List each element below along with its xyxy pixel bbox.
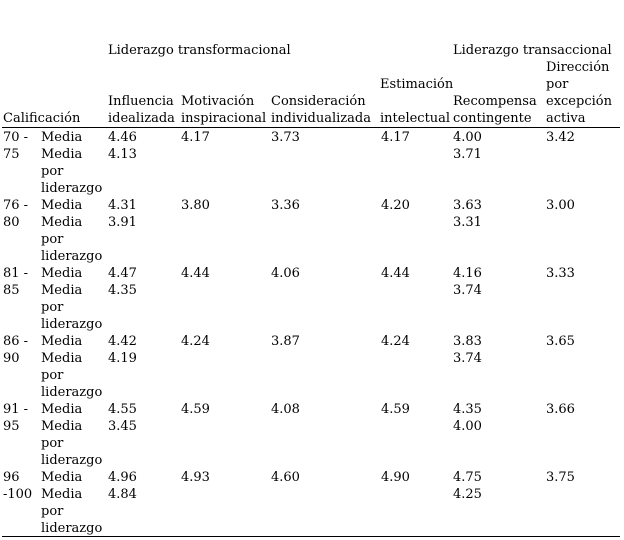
row-label-cell: Media Media por liderazgo bbox=[41, 334, 103, 400]
range-cell: 96 -100 bbox=[3, 470, 33, 502]
estimacion-cell: 4.90 bbox=[381, 470, 410, 485]
consideracion-cell: 4.08 bbox=[271, 402, 300, 417]
recompensa-cell: 4.35 4.00 bbox=[453, 402, 482, 434]
estimacion-cell: 4.44 bbox=[381, 266, 410, 281]
motivacion-cell: 4.44 bbox=[181, 266, 210, 281]
influencia-cell: 4.42 4.19 bbox=[108, 334, 137, 366]
header-consideracion: Consideración individualizada bbox=[271, 94, 371, 126]
recompensa-cell: 4.75 4.25 bbox=[453, 470, 482, 502]
estimacion-cell: 4.24 bbox=[381, 334, 410, 349]
consideracion-cell: 4.06 bbox=[271, 266, 300, 281]
motivacion-cell: 4.24 bbox=[181, 334, 210, 349]
direccion-cell: 3.42 bbox=[546, 130, 575, 145]
range-cell: 70 - 75 bbox=[3, 130, 29, 162]
estimacion-cell: 4.17 bbox=[381, 130, 410, 145]
motivacion-cell: 3.80 bbox=[181, 198, 210, 213]
group-transactional: Liderazgo transaccional bbox=[453, 43, 612, 58]
motivacion-cell: 4.59 bbox=[181, 402, 210, 417]
range-cell: 76 - 80 bbox=[3, 198, 29, 230]
header-calificacion: Calificación bbox=[3, 111, 81, 126]
recompensa-cell: 3.83 3.74 bbox=[453, 334, 482, 366]
range-cell: 86 - 90 bbox=[3, 334, 29, 366]
direccion-cell: 3.33 bbox=[546, 266, 575, 281]
estimacion-cell: 4.59 bbox=[381, 402, 410, 417]
header-motivacion: Motivación inspiracional bbox=[181, 94, 267, 126]
influencia-cell: 4.96 4.84 bbox=[108, 470, 137, 502]
direccion-cell: 3.75 bbox=[546, 470, 575, 485]
direccion-cell: 3.65 bbox=[546, 334, 575, 349]
recompensa-cell: 3.63 3.31 bbox=[453, 198, 482, 230]
motivacion-cell: 4.93 bbox=[181, 470, 210, 485]
motivacion-cell: 4.17 bbox=[181, 130, 210, 145]
row-label-cell: Media Media por liderazgo bbox=[41, 470, 103, 536]
row-label-cell: Media Media por liderazgo bbox=[41, 402, 103, 468]
direccion-cell: 3.66 bbox=[546, 402, 575, 417]
group-transformational: Liderazgo transformacional bbox=[108, 43, 291, 58]
influencia-cell: 4.47 4.35 bbox=[108, 266, 137, 298]
range-cell: 91 - 95 bbox=[3, 402, 29, 434]
influencia-cell: 4.55 3.45 bbox=[108, 402, 137, 434]
header-influencia: Influencia idealizada bbox=[108, 94, 175, 126]
range-cell: 81 - 85 bbox=[3, 266, 29, 298]
consideracion-cell: 3.87 bbox=[271, 334, 300, 349]
recompensa-cell: 4.16 3.74 bbox=[453, 266, 482, 298]
consideracion-cell: 3.36 bbox=[271, 198, 300, 213]
consideracion-cell: 4.60 bbox=[271, 470, 300, 485]
header-rule bbox=[2, 127, 620, 128]
row-label-cell: Media Media por liderazgo bbox=[41, 130, 103, 196]
influencia-cell: 4.31 3.91 bbox=[108, 198, 137, 230]
row-label-cell: Media Media por liderazgo bbox=[41, 198, 103, 264]
direccion-cell: 3.00 bbox=[546, 198, 575, 213]
header-estimacion: Estimación intelectual bbox=[380, 77, 454, 126]
influencia-cell: 4.46 4.13 bbox=[108, 130, 137, 162]
estimacion-cell: 4.20 bbox=[381, 198, 410, 213]
recompensa-cell: 4.00 3.71 bbox=[453, 130, 482, 162]
consideracion-cell: 3.73 bbox=[271, 130, 300, 145]
row-label-cell: Media Media por liderazgo bbox=[41, 266, 103, 332]
header-direccion: Dirección por excepción activa bbox=[546, 60, 612, 126]
header-recompensa: Recompensa contingente bbox=[453, 94, 537, 126]
bottom-rule bbox=[2, 536, 620, 537]
